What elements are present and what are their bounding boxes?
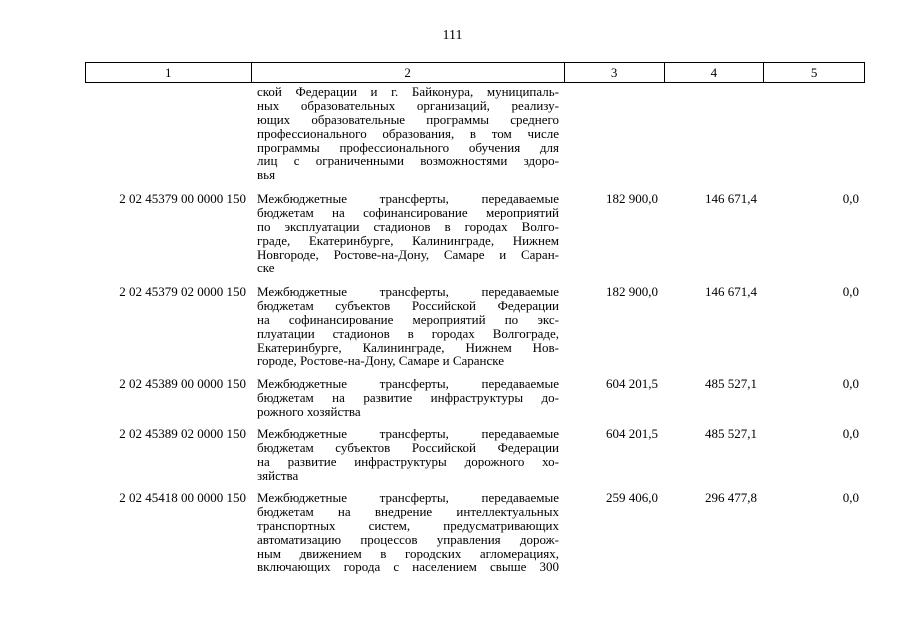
description-cell	[257, 285, 559, 368]
value-col3: 604 201,5	[606, 426, 658, 441]
value-col3: 259 406,0	[606, 490, 658, 505]
value-col3: 604 201,5	[606, 376, 658, 391]
header-cell-5: 5	[810, 65, 818, 80]
description-cell	[257, 377, 559, 419]
description-line: автоматизацию процессов управления дорож-	[257, 531, 559, 547]
description-line: включающих города с населением свыше 300	[257, 559, 559, 575]
description-line: ющих образовательные программы среднего	[257, 111, 559, 127]
description-line: ных образовательных организаций, реализу-	[257, 97, 559, 113]
value-col5: 0,0	[842, 490, 859, 505]
description-line: по эксплуатации стадионов в городах Волго-	[257, 218, 559, 234]
value-col4: 296 477,8	[705, 490, 757, 505]
description-line: на софинансирование мероприятий по экс-	[257, 311, 559, 327]
value-col3: 182 900,0	[606, 191, 658, 206]
description-line: транспортных систем, предусматривающих	[257, 517, 559, 533]
header-cell-4: 4	[665, 63, 765, 82]
value-col4: 146 671,4	[705, 191, 757, 206]
description-line: ным движением в городских агломерациях,	[257, 545, 559, 561]
description-cell	[257, 491, 559, 574]
description-line: зяйства	[257, 467, 299, 483]
description-line: бюджетам субъектов Российской Федерации	[257, 439, 559, 455]
value-col5: 0,0	[842, 426, 859, 441]
value-col5: 0,0	[842, 284, 859, 299]
header-cell-1: 1	[86, 63, 252, 82]
description-cell	[257, 427, 559, 483]
description-line: лиц с ограниченными возможностями здоро-	[257, 153, 559, 169]
value-col4: 485 527,1	[705, 376, 757, 391]
description-line: Межбюджетные трансферты, передаваемые	[257, 490, 559, 505]
code-cell: 2 02 45379 00 0000 150	[119, 191, 246, 206]
description-line: профессионального образования, в том числе	[257, 125, 559, 141]
description-line: городе, Ростове-на-Дону, Самаре и Саранске	[257, 353, 505, 369]
description-line: ской Федерации и г. Байконура, муниципаль-	[257, 84, 559, 99]
description-line: бюджетам на развитие инфраструктуры до-	[257, 389, 559, 405]
description-cell	[257, 192, 559, 275]
code-cell: 2 02 45389 02 0000 150	[119, 426, 246, 441]
description-line: Межбюджетные трансферты, передаваемые	[257, 376, 559, 391]
description-line: программы профессионального обучения для	[257, 139, 559, 155]
value-col4: 485 527,1	[705, 426, 757, 441]
description-line: рожного хозяйства	[257, 403, 361, 419]
code-cell: 2 02 45389 00 0000 150	[119, 376, 246, 391]
code-cell: 2 02 45418 00 0000 150	[119, 490, 246, 505]
description-line: плуатации стадионов в городах Волгограде,	[257, 325, 559, 341]
header-cell-2: 2	[252, 63, 565, 82]
description-line: Екатеринбурге, Калининграде, Нижнем Нов-	[257, 339, 559, 355]
value-col3: 182 900,0	[606, 284, 658, 299]
description-line: бюджетам на внедрение интеллектуальных	[257, 503, 559, 519]
table-header-row	[85, 62, 865, 83]
description-line: Межбюджетные трансферты, передаваемые	[257, 191, 559, 206]
description-line: на развитие инфраструктуры дорожного хо-	[257, 453, 559, 469]
description-line: бюджетам субъектов Российской Федерации	[257, 297, 559, 313]
description-line: вья	[257, 167, 276, 183]
description-line: Новгороде, Ростове-на-Дону, Самаре и Саран-	[257, 246, 559, 262]
code-cell: 2 02 45379 02 0000 150	[119, 284, 246, 299]
value-col5: 0,0	[842, 191, 859, 206]
header-cell-3: 3	[565, 63, 665, 82]
value-col5: 0,0	[842, 376, 859, 391]
description-line: ске	[257, 260, 275, 276]
description-cell	[257, 85, 559, 182]
value-col4: 146 671,4	[705, 284, 757, 299]
page-number: 111	[442, 28, 463, 43]
description-line: граде, Екатеринбурге, Калининграде, Нижнем	[257, 232, 559, 248]
description-line: бюджетам на софинансирование мероприятий	[257, 204, 559, 220]
description-line: Межбюджетные трансферты, передаваемые	[257, 426, 559, 441]
description-line: Межбюджетные трансферты, передаваемые	[257, 284, 559, 299]
